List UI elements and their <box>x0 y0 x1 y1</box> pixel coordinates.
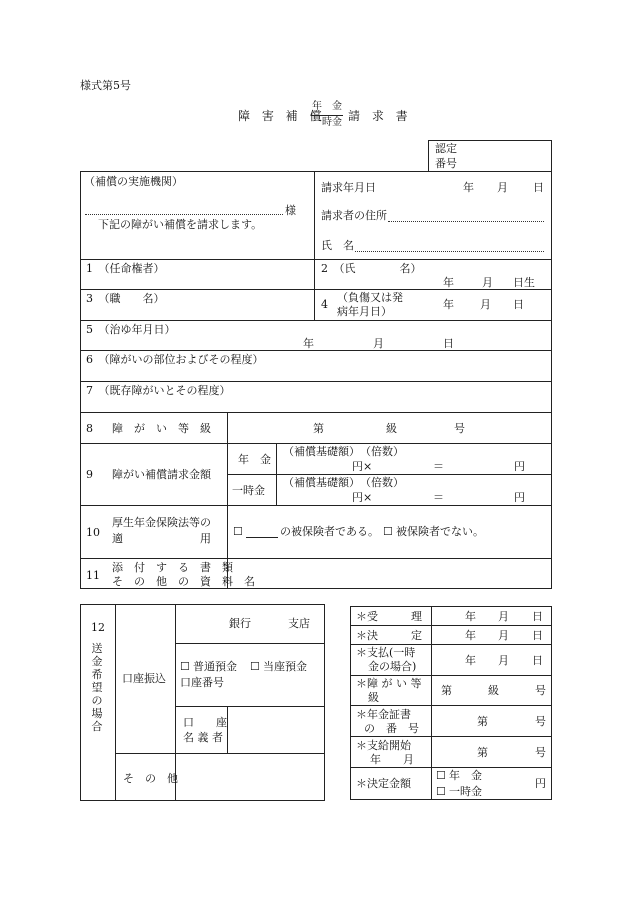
name-label: 2 （氏 名） <box>321 262 422 275</box>
attachments-num: 11 <box>86 569 100 582</box>
pension-calc-label: （補償基礎額） （倍数） <box>283 445 404 458</box>
birth-day: 日生 <box>513 276 535 289</box>
pension-calc-yen: 円× <box>352 460 373 473</box>
lump-calc-yen: 円× <box>352 491 373 504</box>
start-go: 号 <box>535 746 546 759</box>
title-pension: 年 金 <box>312 101 342 112</box>
branch-label: 支店 <box>288 617 310 630</box>
official-grade-label-2: 級 <box>368 691 379 704</box>
certificate-label-2: の 番 号 <box>364 722 419 735</box>
cure-day: 日 <box>443 337 454 350</box>
insured-blank[interactable] <box>246 537 278 538</box>
amount-pension-label: 年 金 <box>238 453 271 466</box>
current-deposit: 当座預金 <box>263 660 307 673</box>
position-label: 3 （職 名） <box>86 292 165 305</box>
paid-month: 月 <box>498 654 509 667</box>
paid-label-1: ＊支払(一時 <box>356 646 416 659</box>
lump-calc-label: （補償基礎額） （倍数） <box>283 476 404 489</box>
title-suffix: 請 求 書 <box>348 109 412 123</box>
start-label-1: ＊支給開始 <box>356 739 411 752</box>
not-insured-checkbox[interactable]: ☐ <box>383 525 393 538</box>
holder-label-2: 名 義 者 <box>183 731 223 744</box>
amount-label: 障がい補償請求金額 <box>112 468 211 481</box>
cure-year: 年 <box>303 337 314 350</box>
paid-day: 日 <box>532 654 543 667</box>
official-grade-go: 号 <box>535 684 546 697</box>
ordinary-checkbox[interactable]: ☐ <box>180 660 190 673</box>
official-grade-dai: 第 <box>441 684 452 697</box>
pension-law-num: 10 <box>86 526 100 539</box>
title-divider <box>311 115 343 116</box>
paid-label-2: 金の場合) <box>368 660 417 673</box>
amount-lump-label: 一時金 <box>232 484 265 497</box>
transfer-num: 12 <box>91 621 105 634</box>
injury-num: 4 <box>321 298 328 311</box>
disability-part-label: 6 （障がいの部位およびその程度） <box>86 353 264 366</box>
sama-label: 様 <box>285 204 296 217</box>
not-insured-text: 被保険者でない。 <box>396 525 484 538</box>
injury-day: 日 <box>513 298 524 311</box>
pension-law-label-1: 厚生年金保険法等の <box>112 516 211 529</box>
decided-month: 月 <box>498 629 509 642</box>
holder-label-1: 口 座 <box>183 716 227 729</box>
official-grade-label-1: ＊障 が い 等 <box>356 677 422 690</box>
claim-date-label: 請求年月日 <box>321 181 376 194</box>
injury-label-1: （負傷又は発 <box>337 291 403 304</box>
account-number-label: 口座番号 <box>180 676 224 689</box>
agency-name-line[interactable] <box>85 214 283 215</box>
cert-label-2: 番号 <box>435 157 457 170</box>
decided-lump-label: 一時金 <box>449 785 482 798</box>
decided-amount-yen: 円 <box>535 777 546 790</box>
certificate-label-1: ＊年金証書 <box>356 708 411 721</box>
decided-year: 年 <box>465 629 476 642</box>
amount-lump-checkbox[interactable]: ☐ <box>436 785 446 798</box>
claim-year: 年 <box>463 181 474 194</box>
transfer-vertical-label: 送金希望の場合 <box>91 642 103 733</box>
ordinary-deposit: 普通預金 <box>193 660 237 673</box>
insured-checkbox[interactable]: ☐ <box>233 525 243 538</box>
grade-label: 障 が い 等 級 <box>112 422 211 435</box>
lump-calc-total: 円 <box>514 491 525 504</box>
birth-month: 月 <box>482 276 493 289</box>
bank-transfer-label: 口座振込 <box>122 672 166 685</box>
address-line[interactable] <box>388 221 544 222</box>
decided-pension-label: 年 金 <box>449 769 482 782</box>
start-dai: 第 <box>477 746 488 759</box>
claimant-name-label: 氏 名 <box>321 239 354 252</box>
official-grade-kyu: 級 <box>488 684 499 697</box>
claim-month: 月 <box>497 181 508 194</box>
injury-label-2: 病年月日） <box>337 305 392 318</box>
pension-calc-total: 円 <box>514 460 525 473</box>
paid-year: 年 <box>465 654 476 667</box>
received-month: 月 <box>498 610 509 623</box>
grade-dai: 第 <box>313 422 324 435</box>
amount-pension-checkbox[interactable]: ☐ <box>436 769 446 782</box>
agency-label: （補償の実施機関） <box>84 175 183 188</box>
attachments-label-2: そ の 他 の 資 料 名 <box>112 575 255 588</box>
decided-amount-label: ＊決定金額 <box>356 777 411 790</box>
received-year: 年 <box>465 610 476 623</box>
request-text: 下記の障がい補償を請求します。 <box>98 218 263 231</box>
bank-label: 銀行 <box>229 617 251 630</box>
transfer-table <box>80 604 325 801</box>
injury-year: 年 <box>443 298 454 311</box>
received-day: 日 <box>532 610 543 623</box>
claimant-name-line[interactable] <box>355 251 544 252</box>
lump-calc-eq: ＝ <box>433 491 444 504</box>
attachments-label-1: 添 付 す る 書 類 <box>112 561 233 574</box>
appointing-authority-label: 1 （任命権者） <box>86 262 165 275</box>
existing-disability-label: 7 （既存障がいとその程度） <box>86 384 231 397</box>
insured-text: の被保険者である。 <box>280 525 379 538</box>
pension-law-label-2: 適 用 <box>112 532 211 545</box>
received-label: ＊受 理 <box>356 610 422 623</box>
pension-calc-eq: ＝ <box>433 460 444 473</box>
claim-day: 日 <box>533 181 544 194</box>
form-title: 障 害 補 償 <box>238 109 326 123</box>
other-label: そ の 他 <box>123 772 178 785</box>
decided-label: ＊決 定 <box>356 629 422 642</box>
grade-kyu: 級 <box>386 422 397 435</box>
cure-month: 月 <box>373 337 384 350</box>
address-label: 請求者の住所 <box>321 209 387 222</box>
grade-num: 8 <box>86 422 93 435</box>
amount-num: 9 <box>86 468 93 481</box>
grade-go: 号 <box>454 422 465 435</box>
certificate-go: 号 <box>535 715 546 728</box>
decided-day: 日 <box>532 629 543 642</box>
cert-label-1: 認定 <box>435 142 457 155</box>
title-lump-sum: 一時金 <box>312 117 342 128</box>
certificate-dai: 第 <box>477 715 488 728</box>
current-checkbox[interactable]: ☐ <box>250 660 260 673</box>
start-label-2: 年 月 <box>370 753 414 766</box>
cure-date-label: 5 （治ゆ年月日） <box>86 323 176 336</box>
birth-year: 年 <box>443 276 454 289</box>
injury-month: 月 <box>480 298 491 311</box>
form-number: 様式第5号 <box>80 79 131 92</box>
